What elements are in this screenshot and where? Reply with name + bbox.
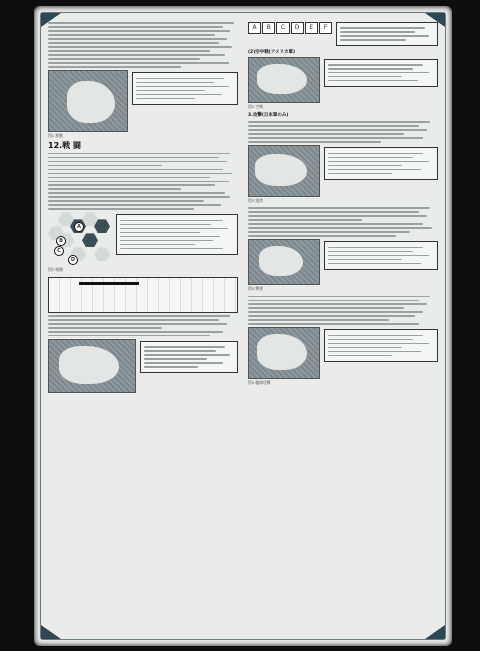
figure-caption: 図1 移動 bbox=[48, 133, 64, 139]
figure-caption: 図3 撃墜 bbox=[248, 286, 264, 292]
text-block bbox=[48, 22, 238, 67]
figure-caption: 図3 港湾 bbox=[248, 198, 264, 204]
text-block bbox=[248, 207, 438, 236]
harbor-map-figure bbox=[48, 339, 136, 393]
example-box bbox=[336, 22, 438, 46]
port-map-figure bbox=[248, 145, 320, 197]
hex-label: A bbox=[248, 22, 261, 34]
hex-label: C bbox=[54, 246, 64, 256]
text-block bbox=[248, 296, 438, 325]
example-box bbox=[324, 147, 438, 179]
subheading: (2)空中戦(アメリカ軍) bbox=[248, 50, 296, 56]
hex-label: C bbox=[276, 22, 289, 34]
figure-caption: 図2 戦闘 bbox=[48, 267, 64, 273]
combat-table-figure bbox=[48, 277, 238, 313]
example-box bbox=[140, 341, 238, 373]
move-map-figure bbox=[48, 70, 128, 132]
text-block bbox=[48, 315, 238, 337]
harbor-attack-map-figure bbox=[248, 327, 320, 379]
hex-strip-figure bbox=[248, 20, 332, 36]
example-box bbox=[116, 214, 238, 254]
right-column bbox=[248, 20, 438, 632]
hex-label: F bbox=[319, 22, 332, 34]
subheading: 3.攻撃(日本軍のみ) bbox=[248, 112, 289, 118]
example-box bbox=[324, 241, 438, 269]
hex-label: A bbox=[74, 222, 84, 232]
example-box bbox=[324, 329, 438, 361]
hex-label: B bbox=[56, 236, 66, 246]
hex-label: D bbox=[291, 22, 304, 34]
section-title: 12.戦 闘 bbox=[48, 141, 81, 151]
example-box bbox=[132, 72, 238, 104]
text-block bbox=[248, 121, 438, 143]
figure-caption: 図2 空戦 bbox=[248, 103, 264, 109]
hex-label: E bbox=[305, 22, 318, 34]
left-column bbox=[48, 20, 238, 632]
figure-caption: 図3 艦隊攻撃 bbox=[248, 380, 271, 386]
hex-label: D bbox=[68, 255, 78, 265]
air-battle-map-figure bbox=[248, 57, 320, 103]
attack-map-figure bbox=[248, 239, 320, 285]
hex-label: B bbox=[262, 22, 275, 34]
battle-hex-figure bbox=[48, 212, 112, 266]
manual-page bbox=[34, 6, 452, 646]
example-box bbox=[324, 59, 438, 87]
text-block bbox=[48, 153, 238, 210]
